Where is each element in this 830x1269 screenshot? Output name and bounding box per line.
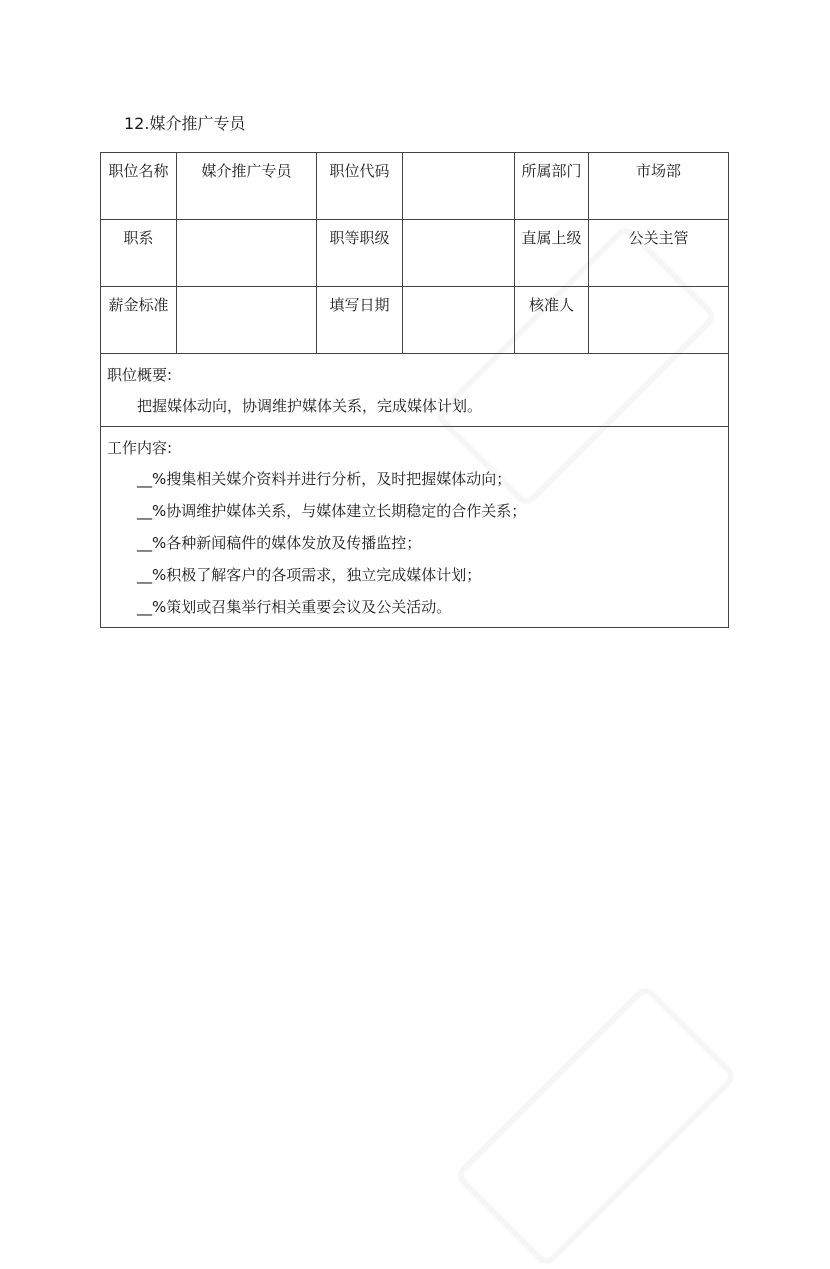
duty-item: __%策划或召集举行相关重要会议及公关活动。 bbox=[137, 598, 452, 616]
table-row bbox=[101, 220, 729, 287]
summary-heading: 职位概要: bbox=[107, 366, 173, 384]
summary-cell bbox=[101, 354, 729, 427]
section-title: 12.媒介推广专员 bbox=[124, 114, 246, 133]
label-supervisor: 直属上级 bbox=[515, 220, 589, 287]
table-row bbox=[101, 153, 729, 220]
duties-row bbox=[101, 427, 729, 628]
value-job-grade bbox=[403, 220, 515, 287]
duty-item: __%积极了解客户的各项需求，独立完成媒体计划； bbox=[137, 566, 482, 584]
duty-item: __%各种新闻稿件的媒体发放及传播监控； bbox=[137, 534, 422, 552]
label-job-code: 职位代码 bbox=[317, 153, 403, 220]
duties-heading: 工作内容: bbox=[107, 439, 173, 457]
label-fill-date: 填写日期 bbox=[317, 287, 403, 354]
label-job-family: 职系 bbox=[101, 220, 177, 287]
label-department: 所属部门 bbox=[515, 153, 589, 220]
duty-item: __%协调维护媒体关系，与媒体建立长期稳定的合作关系； bbox=[137, 502, 527, 520]
duties-cell bbox=[101, 427, 729, 628]
table-row bbox=[101, 287, 729, 354]
duty-item: __%搜集相关媒介资料并进行分析，及时把握媒体动向； bbox=[137, 470, 512, 488]
job-info-table bbox=[100, 152, 729, 628]
value-fill-date bbox=[403, 287, 515, 354]
label-salary-standard: 薪金标准 bbox=[101, 287, 177, 354]
value-job-title: 媒介推广专员 bbox=[177, 153, 317, 220]
value-job-family bbox=[177, 220, 317, 287]
summary-row bbox=[101, 354, 729, 427]
value-job-code bbox=[403, 153, 515, 220]
value-approver bbox=[589, 287, 729, 354]
value-salary-standard bbox=[177, 287, 317, 354]
label-job-grade: 职等职级 bbox=[317, 220, 403, 287]
watermark bbox=[453, 983, 739, 1269]
summary-text: 把握媒体动向，协调维护媒体关系，完成媒体计划。 bbox=[137, 397, 483, 415]
label-approver: 核准人 bbox=[515, 287, 589, 354]
value-department: 市场部 bbox=[589, 153, 729, 220]
value-supervisor: 公关主管 bbox=[589, 220, 729, 287]
label-job-title: 职位名称 bbox=[101, 153, 177, 220]
